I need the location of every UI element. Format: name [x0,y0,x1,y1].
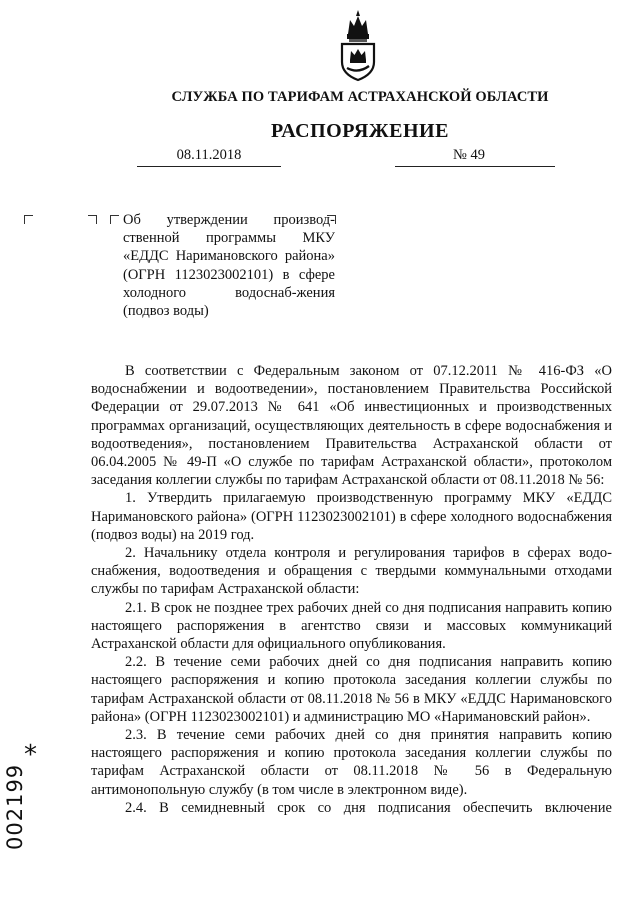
subject-corner-mark-right [88,215,97,224]
coat-of-arms-icon [336,8,380,82]
body-paragraph: 2. Начальнику отдела контроля и регулирования тарифов в сферах водо-снабжения, водоотведения и обращения с твердыми коммунальными отходами службы по тарифам Астраханской области: [91,545,612,598]
side-stamp-star: * [24,740,37,770]
document-date: 08.11.2018 [137,147,281,167]
body-paragraph: В соответствии с Федеральным законом от 07.12.2011 № 416-ФЗ «О водоснабжении и водоотведении», постановлением Правительства Российской Федерации от 29.07.2013 № 641 «Об инвестиционных и производственных программах организаций, осуществляющих деятельность в сфере водоснабжения и водоотведения», постановлением Правительства Астраханской области от 06.04.2005 № 49-П «О службе по тарифам Астраханской области», протоколом заседания коллегии службы по тарифам Астраханской области от 08.11.2018 № 56: [91,363,612,489]
body-paragraph: 2.3. В течение семи рабочих дней со дня принятия направить копию настоящего распоряжения и копию протокола заседания коллегии службы по тарифам Астраханской области от 08.11.2018 № 56 в Федеральную антимонопольную службу (в том числе в электронном виде). [91,727,612,798]
left-corner-mark [24,215,33,224]
body-paragraph: 1. Утвердить прилагаемую производственную программу МКУ «ЕДДС Наримановского района» (ОГРН 1123023002101) в сфере холодного водоснабжения (подвоз воды) на 2019 год. [91,490,612,543]
side-stamp-number: 002199 [3,763,27,850]
document-number: № 49 [395,147,555,167]
subject-corner-mark-left [110,215,119,224]
document-body [91,362,612,817]
organization-name: СЛУЖБА ПО ТАРИФАМ АСТРАХАНСКОЙ ОБЛАСТИ [171,89,549,105]
body-paragraph: 2.1. В срок не позднее трех рабочих дней со дня подписания направить копию настоящего распоряжения в агентство связи и массовых коммуникаций Астраханской области для официального опубликования. [91,599,612,653]
document-type-title: РАСПОРЯЖЕНИЕ [271,120,449,142]
body-paragraph: 2.4. В семидневный срок со дня подписания обеспечить включение [125,799,612,816]
body-paragraph: 2.2. В течение семи рабочих дней со дня подписания направить копию настоящего распоряжения и копию протокола заседания коллегии службы по тарифам Астраханской области от 08.11.2018 № 56 в МКУ «ЕДДС Наримановского района» (ОГРН 1123023002101) и администрацию МО «Наримановский район». [91,654,612,725]
document-subject: Об утверждении производ-ственной программы МКУ «ЕДДС Наримановского района» (ОГРН 1123023002101) в сфере холодного водоснаб-жения (подвоз воды) [123,212,335,320]
